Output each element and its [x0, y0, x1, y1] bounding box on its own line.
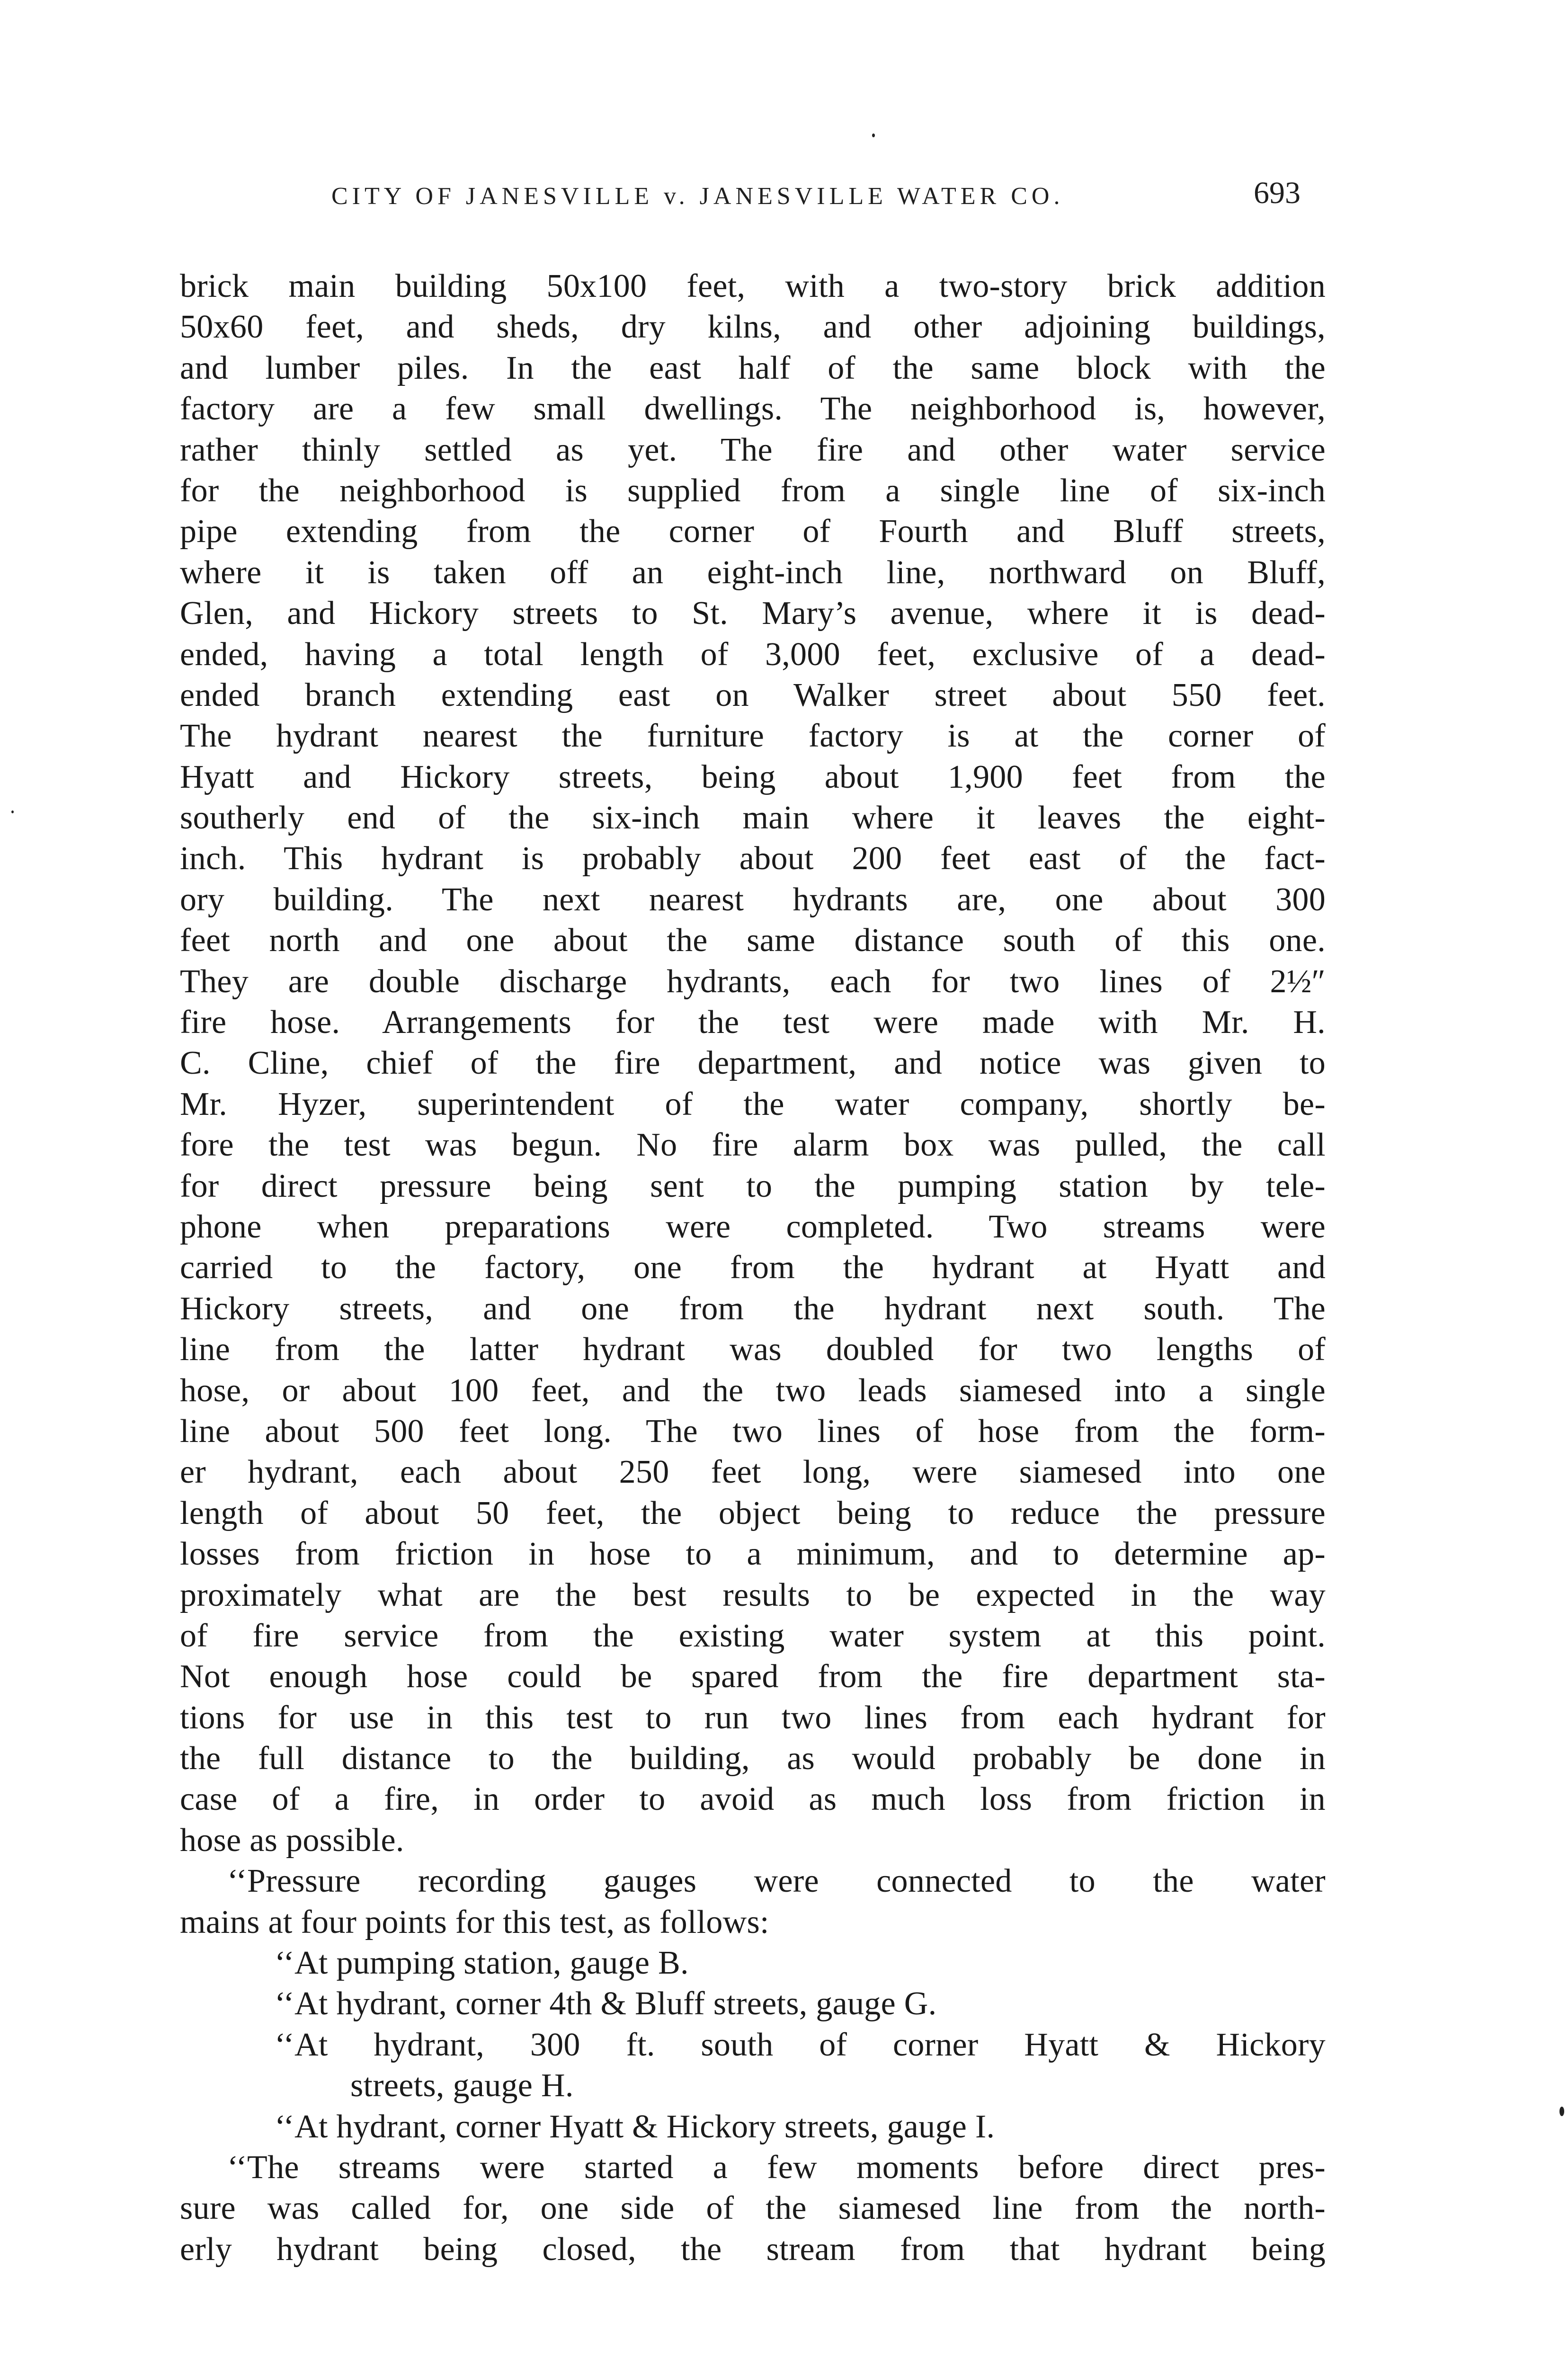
text-line: ‘‘The streams were started a few moments before direct pres-	[227, 2149, 1326, 2186]
text-line: fore the test was begun. No fire alarm box was pulled, the call	[180, 1127, 1326, 1164]
list-item: ‘‘At hydrant, 300 ft. south of corner Hyatt & Hickory	[275, 2026, 1326, 2063]
text-line: The hydrant nearest the furniture factory is at the corner of	[180, 718, 1326, 755]
text-line: feet north and one about the same distance south of this one.	[180, 922, 1326, 959]
text-line: er hydrant, each about 250 feet long, were siamesed into one	[180, 1454, 1326, 1491]
text-line: for the neighborhood is supplied from a single line of six-inch	[180, 472, 1326, 509]
text-line: length of about 50 feet, the object being to reduce the pressure	[180, 1495, 1326, 1531]
text-line: line about 500 feet long. The two lines of hose from the form-	[180, 1413, 1326, 1450]
body-text	[180, 266, 1326, 2270]
text-line: rather thinly settled as yet. The fire and other water service	[180, 431, 1326, 468]
text-line: where it is taken off an eight-inch line, northward on Bluff,	[180, 554, 1326, 591]
text-line: losses from friction in hose to a minimum, and to determine ap-	[180, 1536, 1326, 1573]
text-line: pipe extending from the corner of Fourth and Bluff streets,	[180, 513, 1326, 550]
text-line: Hyatt and Hickory streets, being about 1,900 feet from the	[180, 758, 1326, 795]
text-line: C. Cline, chief of the fire department, and notice was given to	[180, 1045, 1326, 1082]
text-line: for direct pressure being sent to the pumping station by tele-	[180, 1167, 1326, 1204]
text-line: inch. This hydrant is probably about 200 feet east of the fact-	[180, 840, 1326, 877]
text-line: phone when preparations were completed. Two streams were	[180, 1208, 1326, 1245]
text-line: ‘‘Pressure recording gauges were connected to the water	[227, 1863, 1326, 1900]
text-line: hose as possible.	[180, 1822, 404, 1859]
list-item-continuation: streets, gauge H.	[350, 2067, 574, 2104]
text-line: ended branch extending east on Walker street about 550 feet.	[180, 676, 1326, 713]
running-head: CITY OF JANESVILLE v. JANESVILLE WATER CO.	[331, 183, 1064, 210]
text-line: sure was called for, one side of the siamesed line from the north-	[180, 2190, 1326, 2227]
list-item: ‘‘At pumping station, gauge B.	[275, 1945, 689, 1982]
text-line: and lumber piles. In the east half of the same block with the	[180, 349, 1326, 386]
text-line: case of a fire, in order to avoid as much loss from friction in	[180, 1781, 1326, 1818]
text-line: fire hose. Arrangements for the test were made with Mr. H.	[180, 1004, 1326, 1041]
text-line: ended, having a total length of 3,000 feet, exclusive of a dead-	[180, 636, 1326, 673]
text-line: line from the latter hydrant was doubled for two lengths of	[180, 1331, 1326, 1368]
scan-speck	[1559, 2107, 1564, 2116]
text-line: tions for use in this test to run two lines from each hydrant for	[180, 1699, 1326, 1736]
text-line: the full distance to the building, as would probably be done in	[180, 1740, 1326, 1777]
scan-speck	[872, 133, 875, 137]
text-line: factory are a few small dwellings. The neighborhood is, however,	[180, 391, 1326, 427]
list-item: ‘‘At hydrant, corner 4th & Bluff streets, gauge G.	[275, 1985, 937, 2022]
text-line: southerly end of the six-inch main where it leaves the eight-	[180, 800, 1326, 836]
text-line: They are double discharge hydrants, each for two lines of 2½″	[180, 963, 1326, 1000]
text-line: carried to the factory, one from the hydrant at Hyatt and	[180, 1249, 1326, 1286]
text-line: erly hydrant being closed, the stream from that hydrant being	[180, 2231, 1326, 2268]
text-line: Mr. Hyzer, superintendent of the water company, shortly be-	[180, 1086, 1326, 1122]
text-line: ory building. The next nearest hydrants are, one about 300	[180, 881, 1326, 918]
text-line: Hickory streets, and one from the hydrant next south. The	[180, 1290, 1326, 1327]
text-line: 50x60 feet, and sheds, dry kilns, and other adjoining buildings,	[180, 309, 1326, 346]
text-line: proximately what are the best results to be expected in the way	[180, 1576, 1326, 1613]
text-line: Glen, and Hickory streets to St. Mary’s avenue, where it is dead-	[180, 595, 1326, 632]
page-number: 693	[1254, 176, 1301, 210]
text-line: brick main building 50x100 feet, with a two-story brick addition	[180, 268, 1326, 304]
text-line: of fire service from the existing water system at this point.	[180, 1617, 1326, 1654]
list-item: ‘‘At hydrant, corner Hyatt & Hickory streets, gauge I.	[275, 2108, 995, 2145]
text-line: hose, or about 100 feet, and the two leads siamesed into a single	[180, 1372, 1326, 1409]
text-line: Not enough hose could be spared from the fire department sta-	[180, 1658, 1326, 1695]
text-line: mains at four points for this test, as follows:	[180, 1904, 769, 1940]
scan-speck	[11, 810, 14, 813]
